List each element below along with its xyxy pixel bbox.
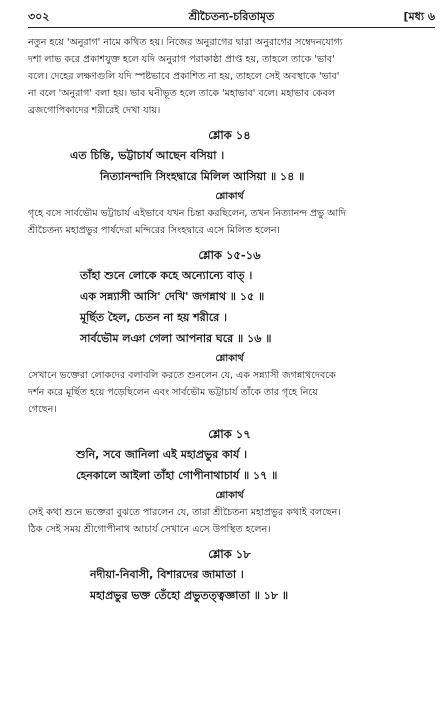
verse-heading: শ্লোক ১৮ [208,547,251,561]
paragraph-line: ব্রজগোপিকাদের শরীরেই দেখা যায়। [28,105,161,116]
page-header [28,6,435,28]
page-number: ৩০২ [28,10,50,23]
verse-section [28,545,431,606]
verse-line: নদীয়া-নিবাসী, বিশারদের জামাতা । [90,568,244,581]
verse-section [28,126,431,239]
translation-paragraph [28,504,431,538]
verse-line: এক সন্ন্যাসী আসি' দেখি' জগন্নাথ ॥ ১৫ ॥ [80,290,265,303]
translation-paragraph [28,205,431,239]
paragraph-line: গৃহে বসে সার্বভৌম ভট্টাচার্য এইভাবে যখন চিন্তা করছিলেন, তখন নিত্যানন্দ প্রভু আদি [28,208,346,219]
verse-line: নিত্যানন্দাদি সিংহদ্বারে মিলিল আসিয়া ॥ ১৪ ॥ [100,170,305,183]
verse-line: এত চিন্তি, ভট্টাচার্য আছেন বসিয়া । [70,149,225,162]
running-title: শ্রীচৈতন্য-চরিতামৃত [188,10,275,23]
translation-heading: শ্লোকার্থ [215,191,244,202]
paragraph-line: দশা লাভ করে প্রকাশযুক্ত হলে যদি অনুরাগ পরাকাষ্ঠা প্রাপ্ত হয়, তাহলে তাকে 'ভাব' [28,54,335,65]
page-content [28,34,431,606]
paragraph-line: নতুন হয়ে 'অনুরাগ' নামে কথিত হয়। নিজের অনুরাগের দ্বারা অনুরাগের সম্বেদনযোগ্য [28,37,343,48]
translation-heading: শ্লোকার্থ [215,490,244,501]
verse-section [28,425,431,538]
header-rule [28,27,435,28]
translation-paragraph [28,367,431,418]
verse-section [28,246,431,418]
verse-heading: শ্লোক ১৪ [208,128,251,142]
paragraph-line: শ্রীচৈতন্য মহাপ্রভুর পার্ষদেরা মন্দিরের সিংহদ্বারে এসে মিলিত হলেন। [28,225,280,236]
paragraph-line: সেখানে ভক্তেরা লোকদের বলাবলি করতে শুনলেন যে, এক সন্ন্যাসী জগন্নাথদেবকে [28,370,336,381]
verse-line: শুনি, সবে জানিলা এই মহাপ্রভুর কার্য । [76,448,248,461]
verse-line: মহাপ্রভুর ভক্ত তেঁহো প্রভুতত্ত্বজ্ঞাতা ॥ ১৮ ॥ [90,589,289,602]
verse-line: মূর্ছিত হৈল, চেতন না হয় শরীরে । [80,311,228,324]
paragraph-line: গেছেন। [28,404,57,415]
translation-heading: শ্লোকার্থ [215,353,244,364]
paragraph-line: ঠিক সেই সময় শ্রীগোপীনাথ আচার্য সেখানে এসে উপস্থিত হলেন। [28,524,271,535]
paragraph-line: সেই কথা শুনে ভক্তেরা বুঝতে পারলেন যে, তারা শ্রীচৈতন্য মহাপ্রভুর কথাই বলছেন। [28,507,341,518]
paragraph-line: না বলে 'অনুরাগ' বলা হয়। ভাব ঘনীভূত হলে তাকে 'মহাভাব' বলে। মহাভাব কেবল [28,88,336,99]
section-label: [মধ্য ৬ [403,10,435,23]
verse-line: হেনকালে আইলা তাঁহা গোপীনাথাচার্য ॥ ১৭ ॥ [76,469,278,482]
intro-paragraph [28,34,431,119]
verse-line: তাঁহা শুনে লোকে কহে অন্যোন্যে বাত্ । [80,269,253,282]
verse-heading: শ্লোক ১৭ [208,427,251,441]
paragraph-line: দর্শন করে মূর্ছিত হয়ে পড়েছিলেন এবং সার্বভৌম ভট্টাচার্য তাঁকে তার গৃহে নিয়ে [28,387,318,398]
verse-heading: শ্লোক ১৫-১৬ [198,248,261,262]
paragraph-line: বলে। দেহের লক্ষণগুলি যদি স্পষ্টভাবে প্রকাশিত না হয়, তাহলে সেই অবস্থাকে 'ভাব' [28,71,340,82]
verse-line: সার্বভৌম লঞা গেলা আপনার ঘরে ॥ ১৬ ॥ [80,332,272,345]
